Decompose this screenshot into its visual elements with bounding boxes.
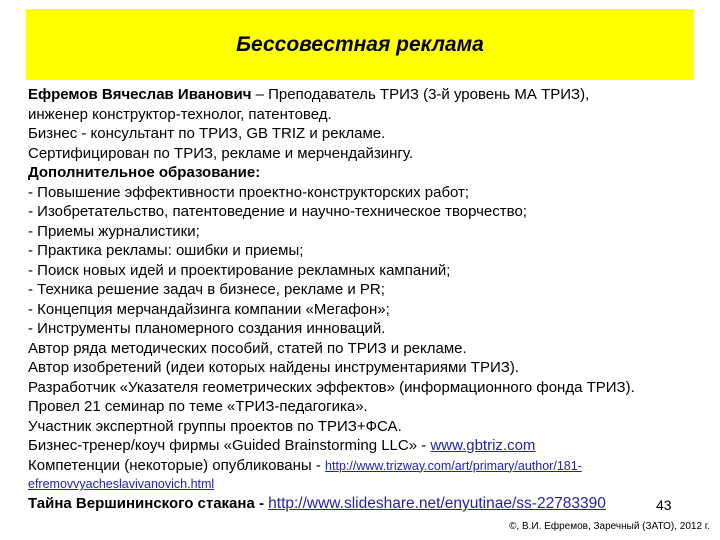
bio-line: Участник экспертной группы проектов по ТРИЗ+ФСА. — [28, 417, 402, 435]
slideshare-link[interactable]: http://www.slideshare.net/enyutinae/ss-22783390 — [268, 495, 606, 512]
title-banner — [26, 9, 694, 80]
bio-line: Сертифицирован по ТРИЗ, рекламе и мерчендайзингу. — [28, 144, 414, 162]
education-item: - Концепция мерчандайзинга компании «Мегафон»; — [28, 300, 390, 318]
competencies-link-cont — [28, 476, 708, 492]
secret-line — [28, 494, 708, 514]
trizway-link-continued[interactable]: efremovvyacheslavivanovich.html — [28, 477, 215, 491]
education-item: - Инструменты планомерного создания инноваций. — [28, 320, 386, 337]
gbtriz-link[interactable]: www.gbtriz.com — [430, 437, 536, 454]
slide-title: Бессовестная реклама — [236, 32, 484, 56]
education-item: - Техника решение задач в бизнесе, рекламе и PR; — [28, 281, 385, 298]
education-heading: Дополнительное образование: — [28, 164, 261, 181]
education-item: - Практика рекламы: ошибки и приемы; — [28, 242, 304, 259]
page-number: 43 — [656, 497, 672, 513]
author-name: Ефремов Вячеслав Иванович — [28, 86, 252, 103]
competencies-text: Компетенции (некоторые) опубликованы - — [28, 456, 326, 474]
education-item: - Изобретательство, патентоведение и научно-техническое творчество; — [28, 203, 527, 220]
education-item: - Приемы журналистики; — [28, 222, 200, 240]
education-item: - Повышение эффективности проектно-конструкторских работ; — [28, 183, 470, 201]
secret-label: Тайна Вершининского стакана - — [28, 495, 269, 512]
author-role: – Преподаватель ТРИЗ (3-й уровень МА ТРИЗ), — [251, 86, 590, 103]
slide-content — [28, 85, 708, 514]
copyright-footer: ©, В.И. Ефремов, Заречный (ЗАТО), 2012 г. — [509, 521, 710, 532]
competencies-line — [28, 456, 708, 477]
trainer-line — [28, 436, 708, 456]
intro-line — [28, 85, 708, 105]
bio-line: Автор изобретений (идеи которых найдены инструментариями ТРИЗ). — [28, 359, 519, 376]
trizway-link[interactable]: http://www.trizway.com/art/primary/author/181- — [325, 458, 582, 473]
bio-line: инженер конструктор-технолог, патентовед. — [28, 105, 332, 123]
bio-line: Автор ряда методических пособий, статей по ТРИЗ и рекламе. — [28, 339, 467, 357]
trainer-text: Бизнес-тренер/коуч фирмы «Guided Brainstorming LLC» - — [28, 437, 431, 454]
bio-line: Разработчик «Указателя геометрических эффектов» (информационного фонда ТРИЗ). — [28, 378, 635, 396]
education-item: - Поиск новых идей и проектирование рекламных кампаний; — [28, 261, 451, 279]
bio-line: Бизнес - консультант по ТРИЗ, GB TRIZ и рекламе. — [28, 125, 386, 142]
bio-line: Провел 21 семинар по теме «ТРИЗ-педагогика». — [28, 398, 368, 415]
